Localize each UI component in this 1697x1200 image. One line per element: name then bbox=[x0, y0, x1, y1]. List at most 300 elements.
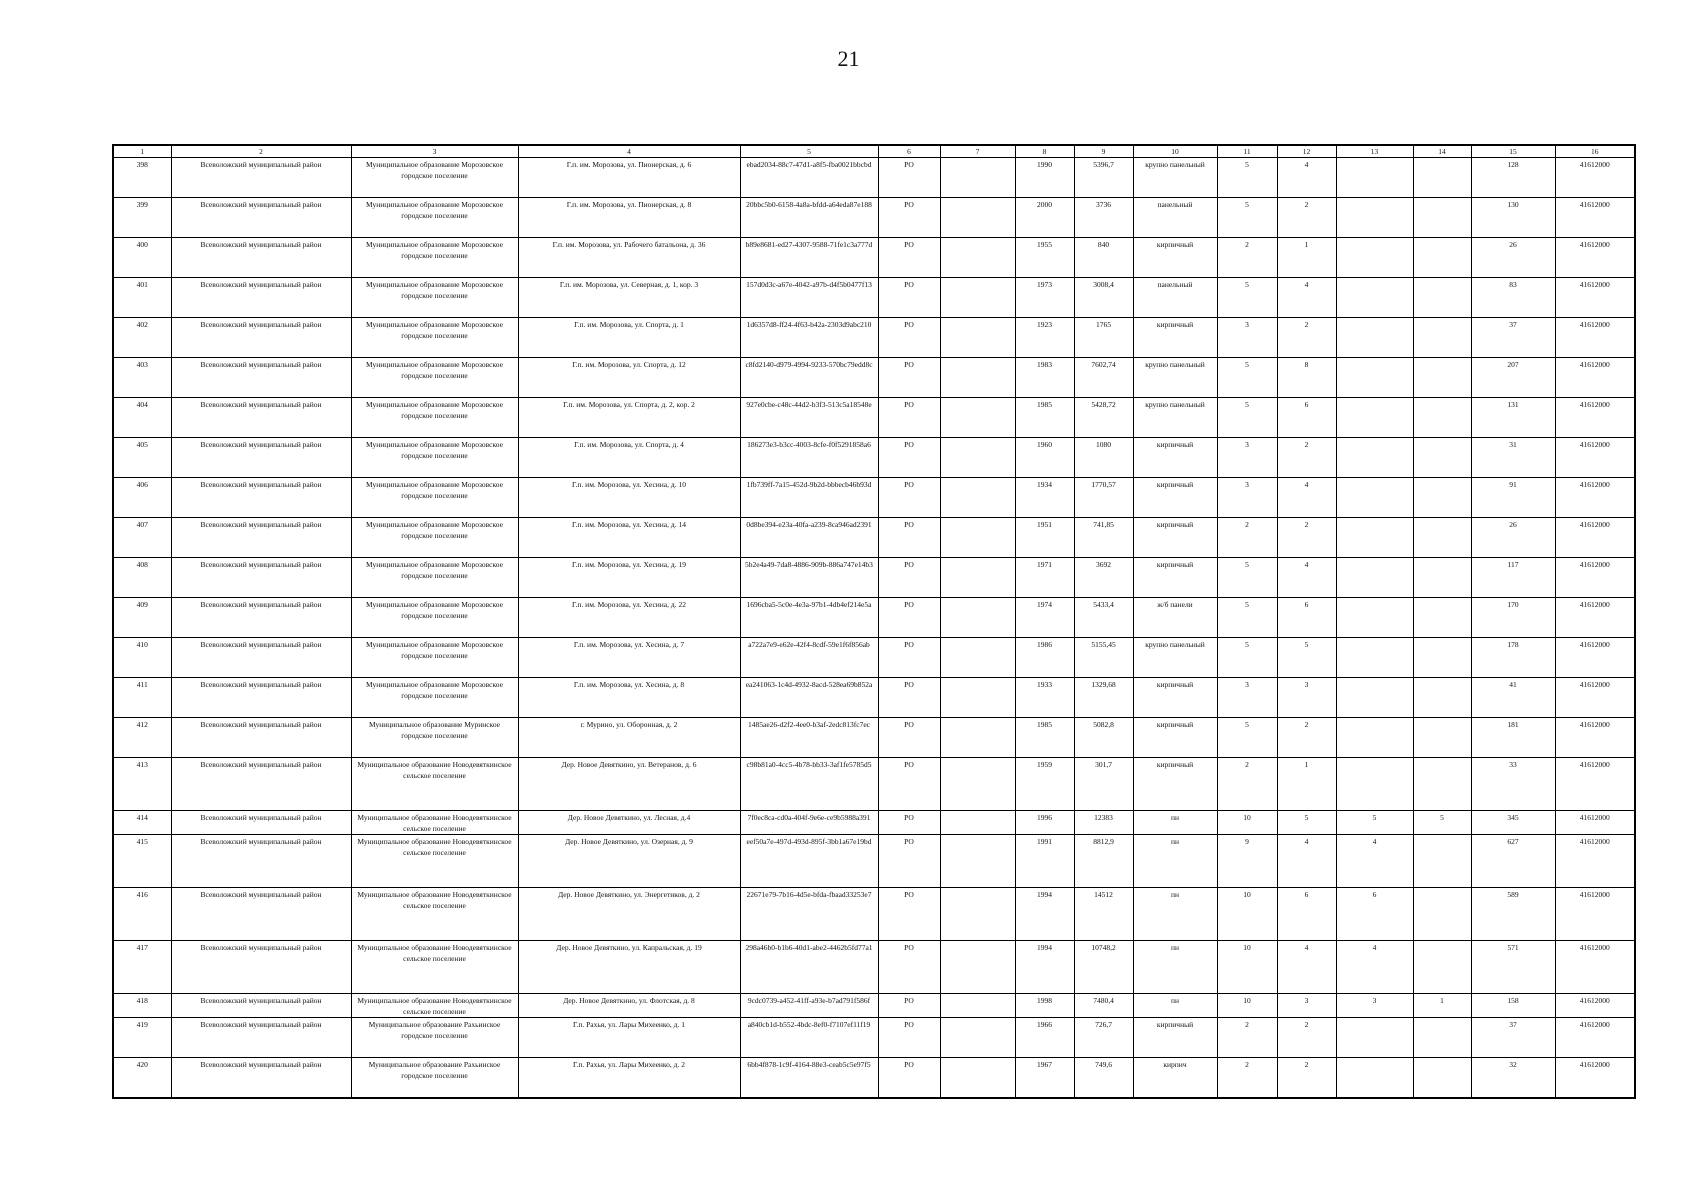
table-cell: РО bbox=[878, 398, 940, 438]
table-cell: 2 bbox=[1217, 1058, 1277, 1099]
table-cell: 1974 bbox=[1015, 598, 1074, 638]
table-row bbox=[113, 598, 1635, 638]
table-cell bbox=[1336, 158, 1413, 198]
table-row bbox=[113, 835, 1635, 888]
table-cell: Муниципальное образование Новодевяткинское сельское поселение bbox=[351, 835, 518, 888]
column-number-cell: 2 bbox=[171, 145, 351, 158]
table-cell: пн bbox=[1133, 811, 1217, 835]
table-cell: 298a46b0-b1b6-40d1-abe2-4462b5fd77a1 bbox=[740, 941, 878, 994]
table-cell: 4 bbox=[1277, 558, 1336, 598]
table-cell: eef50a7e-497d-493d-895f-3bb1a67e19bd bbox=[740, 835, 878, 888]
table-cell: 178 bbox=[1471, 638, 1555, 678]
table-cell: Г.п. им. Морозова, ул. Хесина, д. 22 bbox=[518, 598, 740, 638]
table-cell: Г.п. им. Морозова, ул. Спорта, д. 4 bbox=[518, 438, 740, 478]
table-cell: Всеволожский муниципальный район bbox=[171, 278, 351, 318]
table-row bbox=[113, 811, 1635, 835]
table-cell: Дер. Новое Девяткино, ул. Капральская, д. 19 bbox=[518, 941, 740, 994]
table-cell: 9 bbox=[1217, 835, 1277, 888]
table-cell: РО bbox=[878, 518, 940, 558]
table-cell: крупно панельный bbox=[1133, 398, 1217, 438]
table-cell bbox=[1413, 478, 1471, 518]
table-cell: РО bbox=[878, 278, 940, 318]
table-cell: кирпичный bbox=[1133, 478, 1217, 518]
table-cell: Муниципальное образование Новодевяткинское сельское поселение bbox=[351, 758, 518, 811]
table-row bbox=[113, 318, 1635, 358]
table-row bbox=[113, 758, 1635, 811]
table-cell: 1934 bbox=[1015, 478, 1074, 518]
table-cell: a722a7e9-e62e-42f4-8cdf-59e1f6f856ab bbox=[740, 638, 878, 678]
table-cell: 6 bbox=[1336, 888, 1413, 941]
table-cell: РО bbox=[878, 941, 940, 994]
table-cell: 2 bbox=[1217, 1018, 1277, 1058]
table-cell: 14512 bbox=[1074, 888, 1133, 941]
table-cell bbox=[1336, 438, 1413, 478]
table-cell: Всеволожский муниципальный район bbox=[171, 398, 351, 438]
table-cell: РО bbox=[878, 994, 940, 1018]
table-cell: 41612000 bbox=[1555, 198, 1635, 238]
table-cell: 2 bbox=[1217, 238, 1277, 278]
table-cell bbox=[1413, 678, 1471, 718]
table-cell: кирпичный bbox=[1133, 558, 1217, 598]
table-cell: 398 bbox=[113, 158, 171, 198]
table-cell: 1fb739ff-7a15-452d-9b2d-bbbecb46b93d bbox=[740, 478, 878, 518]
table-cell: 4 bbox=[1277, 941, 1336, 994]
table-cell bbox=[940, 835, 1015, 888]
table-cell bbox=[1413, 1018, 1471, 1058]
table-cell bbox=[940, 941, 1015, 994]
table-cell: Муниципальное образование Рахьинское городское поселение bbox=[351, 1058, 518, 1099]
table-cell: Муниципальное образование Новодевяткинское сельское поселение bbox=[351, 941, 518, 994]
table-cell: Муниципальное образование Муринское городское поселение bbox=[351, 718, 518, 758]
table-cell: 1955 bbox=[1015, 238, 1074, 278]
table-cell: г. Мурино, ул. Оборонная, д. 2 bbox=[518, 718, 740, 758]
table-cell bbox=[1413, 438, 1471, 478]
table-cell: 26 bbox=[1471, 238, 1555, 278]
table-row bbox=[113, 638, 1635, 678]
table-cell: Г.п. им. Морозова, ул. Спорта, д. 12 bbox=[518, 358, 740, 398]
table-cell bbox=[940, 518, 1015, 558]
table-cell: 4 bbox=[1277, 478, 1336, 518]
table-cell: 170 bbox=[1471, 598, 1555, 638]
table-cell: 408 bbox=[113, 558, 171, 598]
table-cell: 186273e3-b3cc-4003-8cfe-f0f5291858a6 bbox=[740, 438, 878, 478]
table-cell: 41612000 bbox=[1555, 835, 1635, 888]
table-cell bbox=[1413, 758, 1471, 811]
table-cell bbox=[1413, 1058, 1471, 1099]
table-cell: 41612000 bbox=[1555, 941, 1635, 994]
table-cell: 3 bbox=[1336, 994, 1413, 1018]
table-cell: 726,7 bbox=[1074, 1018, 1133, 1058]
table-cell bbox=[1413, 358, 1471, 398]
table-cell: 405 bbox=[113, 438, 171, 478]
table-row bbox=[113, 158, 1635, 198]
table-cell: 41 bbox=[1471, 678, 1555, 718]
table-cell: РО bbox=[878, 835, 940, 888]
table-cell bbox=[940, 758, 1015, 811]
table-cell: Муниципальное образование Морозовское городское поселение bbox=[351, 518, 518, 558]
table-cell: Г.п. им. Морозова, ул. Пионерская, д. 8 bbox=[518, 198, 740, 238]
table-cell: РО bbox=[878, 718, 940, 758]
table-cell: 416 bbox=[113, 888, 171, 941]
table-cell bbox=[1336, 1058, 1413, 1099]
table-cell bbox=[1336, 238, 1413, 278]
table-cell: РО bbox=[878, 1058, 940, 1099]
table-cell: 6bb4f878-1c9f-4164-88e3-ceab5c5e97f5 bbox=[740, 1058, 878, 1099]
table-cell: 413 bbox=[113, 758, 171, 811]
table-row bbox=[113, 198, 1635, 238]
table-cell: РО bbox=[878, 598, 940, 638]
table-cell: 412 bbox=[113, 718, 171, 758]
column-number-cell: 3 bbox=[351, 145, 518, 158]
column-number-cell: 6 bbox=[878, 145, 940, 158]
table-cell: 5 bbox=[1413, 811, 1471, 835]
table-cell: 3 bbox=[1277, 678, 1336, 718]
table-cell: 157d0d3c-a67e-4042-a97b-d4f5b0477f13 bbox=[740, 278, 878, 318]
table-cell: Муниципальное образование Морозовское городское поселение bbox=[351, 358, 518, 398]
table-cell: 10 bbox=[1217, 941, 1277, 994]
table-cell: РО bbox=[878, 478, 940, 518]
table-cell: кирпичный bbox=[1133, 318, 1217, 358]
table-cell: 1967 bbox=[1015, 1058, 1074, 1099]
table-cell: 10748,2 bbox=[1074, 941, 1133, 994]
table-cell bbox=[1336, 398, 1413, 438]
table-cell: 2 bbox=[1277, 438, 1336, 478]
table-cell: 181 bbox=[1471, 718, 1555, 758]
table-cell: 2000 bbox=[1015, 198, 1074, 238]
column-number-row bbox=[113, 145, 1635, 158]
table-cell: 5 bbox=[1277, 811, 1336, 835]
table-cell bbox=[1413, 888, 1471, 941]
table-row bbox=[113, 678, 1635, 718]
table-cell: Муниципальное образование Новодевяткинское сельское поселение bbox=[351, 994, 518, 1018]
table-cell: 415 bbox=[113, 835, 171, 888]
table-cell: 418 bbox=[113, 994, 171, 1018]
table-cell: ebad2034-88c7-47d1-a8f5-fba0021bbcbd bbox=[740, 158, 878, 198]
table-cell: 5082,8 bbox=[1074, 718, 1133, 758]
table-cell: Всеволожский муниципальный район bbox=[171, 198, 351, 238]
table-cell: 41612000 bbox=[1555, 718, 1635, 758]
table-cell bbox=[1413, 318, 1471, 358]
table-cell: 749,6 bbox=[1074, 1058, 1133, 1099]
table-cell: кирпичный bbox=[1133, 518, 1217, 558]
table-cell bbox=[1336, 478, 1413, 518]
table-cell bbox=[940, 438, 1015, 478]
table-cell: Всеволожский муниципальный район bbox=[171, 888, 351, 941]
table-cell: 1983 bbox=[1015, 358, 1074, 398]
table-cell: 741,85 bbox=[1074, 518, 1133, 558]
table-cell bbox=[940, 678, 1015, 718]
table-cell: 571 bbox=[1471, 941, 1555, 994]
table-cell: кирпичный bbox=[1133, 238, 1217, 278]
table-cell: ea241063-1c4d-4932-8acd-528ea69b852a bbox=[740, 678, 878, 718]
table-cell: Всеволожский муниципальный район bbox=[171, 358, 351, 398]
table-cell: 404 bbox=[113, 398, 171, 438]
table-cell: 401 bbox=[113, 278, 171, 318]
table-row bbox=[113, 941, 1635, 994]
column-number-cell: 14 bbox=[1413, 145, 1471, 158]
table-cell bbox=[940, 718, 1015, 758]
table-cell: 400 bbox=[113, 238, 171, 278]
table-cell: Г.п. им. Морозова, ул. Хесина, д. 8 bbox=[518, 678, 740, 718]
table-cell: 399 bbox=[113, 198, 171, 238]
table-cell: 1080 bbox=[1074, 438, 1133, 478]
table-cell: 417 bbox=[113, 941, 171, 994]
table-cell bbox=[940, 318, 1015, 358]
table-cell: 41612000 bbox=[1555, 438, 1635, 478]
table-cell: 3692 bbox=[1074, 558, 1133, 598]
column-number-cell: 11 bbox=[1217, 145, 1277, 158]
table-cell: Г.п. им. Морозова, ул. Хесина, д. 10 bbox=[518, 478, 740, 518]
table-cell: кирпичный bbox=[1133, 758, 1217, 811]
table-cell: 1 bbox=[1277, 238, 1336, 278]
table-cell: 41612000 bbox=[1555, 678, 1635, 718]
table-cell: 5 bbox=[1217, 638, 1277, 678]
table-cell: ж/б панели bbox=[1133, 598, 1217, 638]
table-cell: РО bbox=[878, 198, 940, 238]
table-cell bbox=[940, 478, 1015, 518]
table-row bbox=[113, 888, 1635, 941]
column-number-cell: 9 bbox=[1074, 145, 1133, 158]
table-cell: Муниципальное образование Морозовское городское поселение bbox=[351, 478, 518, 518]
table-cell: Дер. Новое Девяткино, ул. Озерная, д. 9 bbox=[518, 835, 740, 888]
table-cell: РО bbox=[878, 678, 940, 718]
table-cell: 2 bbox=[1217, 518, 1277, 558]
table-cell: 406 bbox=[113, 478, 171, 518]
table-cell: 31 bbox=[1471, 438, 1555, 478]
table-cell: Дер. Новое Девяткино, ул. Ветеранов, д. 6 bbox=[518, 758, 740, 811]
table-cell: 9cdc0739-a452-41ff-a93e-b7ad791f586f bbox=[740, 994, 878, 1018]
table-cell: 41612000 bbox=[1555, 398, 1635, 438]
column-number-cell: 7 bbox=[940, 145, 1015, 158]
table-cell bbox=[1413, 835, 1471, 888]
table-cell: 41612000 bbox=[1555, 758, 1635, 811]
table-cell bbox=[1336, 598, 1413, 638]
table-cell: 5396,7 bbox=[1074, 158, 1133, 198]
table-cell: b89e8681-ed27-4307-9588-71fe1c3a777d bbox=[740, 238, 878, 278]
table-cell: 41612000 bbox=[1555, 888, 1635, 941]
table-cell: 3008,4 bbox=[1074, 278, 1133, 318]
table-cell: панельный bbox=[1133, 278, 1217, 318]
table-cell: 6 bbox=[1277, 888, 1336, 941]
table-row bbox=[113, 558, 1635, 598]
table-cell: 1986 bbox=[1015, 638, 1074, 678]
table-cell bbox=[940, 278, 1015, 318]
table-cell: 420 bbox=[113, 1058, 171, 1099]
table-row bbox=[113, 238, 1635, 278]
table-cell bbox=[1336, 678, 1413, 718]
table-cell: Муниципальное образование Морозовское городское поселение bbox=[351, 158, 518, 198]
table-cell bbox=[1336, 278, 1413, 318]
table-cell: 1485ae26-d2f2-4ee0-b3af-2edc813fc7ec bbox=[740, 718, 878, 758]
table-cell: Г.п. им. Морозова, ул. Северная, д. 1, кор. 3 bbox=[518, 278, 740, 318]
table-cell: РО bbox=[878, 358, 940, 398]
column-number-cell: 4 bbox=[518, 145, 740, 158]
table-cell: 10 bbox=[1217, 811, 1277, 835]
table-cell: 41612000 bbox=[1555, 158, 1635, 198]
table-cell bbox=[1413, 638, 1471, 678]
table-cell: 0d8be394-e23a-40fa-a239-8ca946ad2391 bbox=[740, 518, 878, 558]
table-cell: Всеволожский муниципальный район bbox=[171, 718, 351, 758]
table-cell: 1994 bbox=[1015, 941, 1074, 994]
table-cell: Всеволожский муниципальный район bbox=[171, 438, 351, 478]
table-cell: 91 bbox=[1471, 478, 1555, 518]
table-cell: 1985 bbox=[1015, 398, 1074, 438]
table-cell: Дер. Новое Девяткино, ул. Энергетиков, д. 2 bbox=[518, 888, 740, 941]
table-cell: 3 bbox=[1217, 478, 1277, 518]
table-cell: Всеволожский муниципальный район bbox=[171, 238, 351, 278]
table-cell: пн bbox=[1133, 994, 1217, 1018]
table-cell: 32 bbox=[1471, 1058, 1555, 1099]
table-cell: 3 bbox=[1217, 318, 1277, 358]
table-cell: 301,7 bbox=[1074, 758, 1133, 811]
table-cell bbox=[1413, 398, 1471, 438]
table-cell: крупно панельный bbox=[1133, 638, 1217, 678]
table-cell: 5 bbox=[1217, 198, 1277, 238]
table-cell: 41612000 bbox=[1555, 994, 1635, 1018]
table-cell bbox=[1336, 758, 1413, 811]
table-cell bbox=[1336, 198, 1413, 238]
table-cell: 407 bbox=[113, 518, 171, 558]
table-cell: 4 bbox=[1277, 158, 1336, 198]
table-cell bbox=[1336, 518, 1413, 558]
table-cell: 1 bbox=[1277, 758, 1336, 811]
table-cell: Всеволожский муниципальный район bbox=[171, 835, 351, 888]
table-row bbox=[113, 718, 1635, 758]
table-cell bbox=[940, 238, 1015, 278]
table-cell: РО bbox=[878, 758, 940, 811]
table-cell: Г.п. Рахья, ул. Лары Михеенко, д. 1 bbox=[518, 1018, 740, 1058]
table-cell: 4 bbox=[1336, 835, 1413, 888]
table-cell bbox=[1413, 198, 1471, 238]
table-cell bbox=[940, 198, 1015, 238]
table-cell: 414 bbox=[113, 811, 171, 835]
table-cell: Г.п. им. Морозова, ул. Спорта, д. 2, кор. 2 bbox=[518, 398, 740, 438]
table-cell: 33 bbox=[1471, 758, 1555, 811]
table-cell: c8fd2140-d979-4994-9233-570bc79edd8c bbox=[740, 358, 878, 398]
table-cell: 1933 bbox=[1015, 678, 1074, 718]
table-cell: 6 bbox=[1277, 598, 1336, 638]
table-cell: 345 bbox=[1471, 811, 1555, 835]
table-cell: 8 bbox=[1277, 358, 1336, 398]
table-cell: 7f0ec8ca-cd0a-404f-9e6e-ce9b5988a391 bbox=[740, 811, 878, 835]
table-cell: Муниципальное образование Морозовское городское поселение bbox=[351, 438, 518, 478]
table-cell: Муниципальное образование Морозовское городское поселение bbox=[351, 318, 518, 358]
table-cell: РО bbox=[878, 318, 940, 358]
table-cell: 41612000 bbox=[1555, 518, 1635, 558]
table-cell: 37 bbox=[1471, 318, 1555, 358]
table-cell: 5 bbox=[1217, 558, 1277, 598]
table-row bbox=[113, 358, 1635, 398]
table-cell: Дер. Новое Девяткино, ул. Лесная, д.4 bbox=[518, 811, 740, 835]
table-cell: 5 bbox=[1336, 811, 1413, 835]
table-cell: 5155,45 bbox=[1074, 638, 1133, 678]
table-cell: Г.п. им. Морозова, ул. Рабочего батальона, д. 36 bbox=[518, 238, 740, 278]
table-cell: 1990 bbox=[1015, 158, 1074, 198]
table-cell: 1973 bbox=[1015, 278, 1074, 318]
table-cell: Всеволожский муниципальный район bbox=[171, 941, 351, 994]
table-row bbox=[113, 1018, 1635, 1058]
table-cell bbox=[1413, 238, 1471, 278]
table-cell bbox=[1413, 158, 1471, 198]
table-cell: РО bbox=[878, 638, 940, 678]
table-cell: 5 bbox=[1217, 398, 1277, 438]
table-cell bbox=[1413, 558, 1471, 598]
table-cell: кирпич bbox=[1133, 1058, 1217, 1099]
table-cell: 4 bbox=[1277, 278, 1336, 318]
table-cell: Муниципальное образование Морозовское городское поселение bbox=[351, 278, 518, 318]
table-cell: 10 bbox=[1217, 994, 1277, 1018]
table-cell: Всеволожский муниципальный район bbox=[171, 158, 351, 198]
table-cell: 5433,4 bbox=[1074, 598, 1133, 638]
table-cell: Дер. Новое Девяткино, ул. Флотская, д. 8 bbox=[518, 994, 740, 1018]
table-cell bbox=[1413, 598, 1471, 638]
page-number: 21 bbox=[837, 46, 860, 71]
table-cell: 927e0cbe-c48c-44d2-b3f3-513c5a18548e bbox=[740, 398, 878, 438]
table-cell: 2 bbox=[1277, 1018, 1336, 1058]
table-cell: пн bbox=[1133, 888, 1217, 941]
table-cell: 3 bbox=[1217, 438, 1277, 478]
table-cell: 41612000 bbox=[1555, 478, 1635, 518]
table-cell: 1985 bbox=[1015, 718, 1074, 758]
table-cell bbox=[940, 1018, 1015, 1058]
table-cell: 1329,68 bbox=[1074, 678, 1133, 718]
table-cell: Всеволожский муниципальный район bbox=[171, 478, 351, 518]
column-number-cell: 15 bbox=[1471, 145, 1555, 158]
table-cell bbox=[940, 994, 1015, 1018]
table-cell: Г.п. им. Морозова, ул. Спорта, д. 1 bbox=[518, 318, 740, 358]
table-cell: 1770,57 bbox=[1074, 478, 1133, 518]
table-cell: 10 bbox=[1217, 888, 1277, 941]
table-cell bbox=[940, 358, 1015, 398]
column-number-cell: 1 bbox=[113, 145, 171, 158]
table-cell: 5 bbox=[1217, 358, 1277, 398]
table-cell: c98b81a0-4cc5-4b78-bb33-3af1fe5785d5 bbox=[740, 758, 878, 811]
table-cell: 41612000 bbox=[1555, 598, 1635, 638]
table-cell: Г.п. им. Морозова, ул. Хесина, д. 19 bbox=[518, 558, 740, 598]
table-cell: 402 bbox=[113, 318, 171, 358]
table-cell: 83 bbox=[1471, 278, 1555, 318]
table-cell: 41612000 bbox=[1555, 558, 1635, 598]
table-cell bbox=[1413, 278, 1471, 318]
table-cell bbox=[1336, 718, 1413, 758]
column-number-cell: 13 bbox=[1336, 145, 1413, 158]
table-cell: 589 bbox=[1471, 888, 1555, 941]
table-cell: 22671e79-7b16-4d5e-bfda-fbaad33253e7 bbox=[740, 888, 878, 941]
table-cell: 207 bbox=[1471, 358, 1555, 398]
table-cell: 12383 bbox=[1074, 811, 1133, 835]
table-cell: 840 bbox=[1074, 238, 1133, 278]
table-cell bbox=[1336, 1018, 1413, 1058]
table-cell: 1951 bbox=[1015, 518, 1074, 558]
table-cell: 130 bbox=[1471, 198, 1555, 238]
table-cell: РО bbox=[878, 438, 940, 478]
table-cell: 5 bbox=[1217, 598, 1277, 638]
table-cell: Муниципальное образование Морозовское городское поселение bbox=[351, 678, 518, 718]
table-cell: Всеволожский муниципальный район bbox=[171, 638, 351, 678]
table-cell: 2 bbox=[1277, 518, 1336, 558]
table-cell: Г.п. им. Морозова, ул. Хесина, д. 7 bbox=[518, 638, 740, 678]
table-cell bbox=[1413, 718, 1471, 758]
table-cell bbox=[940, 158, 1015, 198]
table-cell: Муниципальное образование Морозовское городское поселение bbox=[351, 638, 518, 678]
table-cell bbox=[1336, 558, 1413, 598]
housing-registry-table bbox=[112, 144, 1636, 1099]
table-cell: панельный bbox=[1133, 198, 1217, 238]
table-cell: 1959 bbox=[1015, 758, 1074, 811]
table-cell: 2 bbox=[1277, 198, 1336, 238]
table-cell: Муниципальное образование Морозовское городское поселение bbox=[351, 198, 518, 238]
table-cell: 1696cba5-5c0e-4e3a-97b1-4db4ef214e5a bbox=[740, 598, 878, 638]
